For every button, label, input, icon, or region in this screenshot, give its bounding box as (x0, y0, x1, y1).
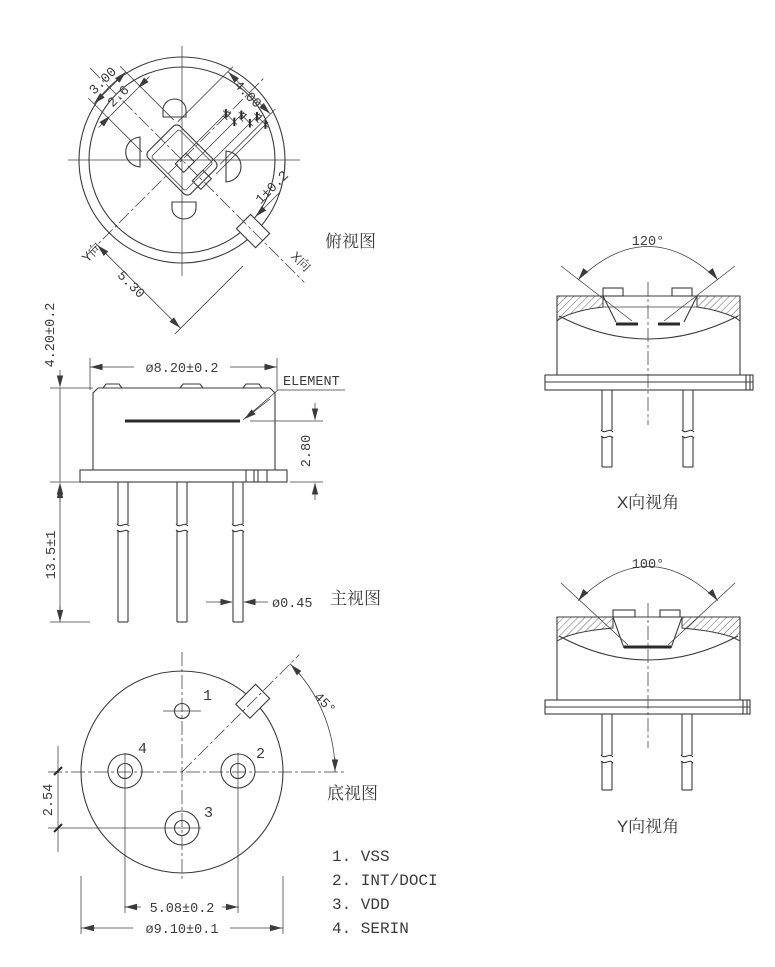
x-fov-view (545, 235, 753, 512)
bottom-view (42, 648, 378, 938)
front-view-top-tab-1 (103, 384, 122, 388)
pin-function-4: 4. SERIN (332, 920, 409, 938)
bottom-view-pin-1 (163, 688, 212, 719)
y-fov-angle: 100° (631, 558, 665, 573)
y-view-window-tab-2 (660, 610, 680, 617)
dim-element-3: 1 (250, 111, 266, 127)
x-view-window-tab-2 (672, 288, 692, 296)
top-view-pin-bump-bottom (172, 202, 196, 219)
dim-lead-length: 13.5±1 (45, 530, 60, 580)
pin-function-2: 2. INT/DOCI (332, 872, 438, 890)
pin-number-1: 1 (203, 688, 213, 705)
y-view-cap-wall-right (682, 617, 740, 641)
front-view-caption: 主视图 (330, 589, 381, 608)
dim-cap-diameter: ø8.20±0.2 (145, 362, 219, 377)
dim-top-width: 3.00 (87, 65, 121, 99)
pin-number-4: 4 (138, 741, 148, 758)
bottom-view-caption: 底视图 (327, 784, 378, 803)
dim-tab-angle: 45° (309, 690, 338, 719)
dim-tab-width: 1±0.2 (253, 168, 293, 209)
y-view-window-tab-1 (613, 610, 635, 617)
bottom-view-pin-4 (108, 741, 147, 788)
front-view-can-body (93, 388, 275, 470)
dim-element-depth: 2.80 (300, 434, 315, 468)
y-view-cap-wall-left (557, 617, 613, 641)
pin-function-list (332, 848, 438, 938)
front-view-top-tab-2 (180, 384, 203, 388)
dim-element-1: 1 (219, 108, 235, 124)
x-fov-caption: X向视角 (616, 493, 680, 512)
front-view-top-tab-3 (243, 384, 262, 388)
dim-lead-diameter: ø0.45 (272, 597, 313, 612)
pin-function-3: 3. VDD (332, 896, 390, 914)
pin-function-1: 1. VSS (332, 848, 390, 866)
element-leader-line (243, 390, 345, 420)
top-view-caption: 俯视图 (325, 232, 376, 251)
y-view-leads (601, 714, 693, 790)
dim-cap-height: 4.20±0.2 (44, 302, 59, 368)
bottom-view-pin-3 (163, 805, 213, 845)
dim-element-2: 1 (235, 109, 251, 126)
dim-top-inner-width: 2.6 (105, 83, 134, 112)
tab-angle-arc (290, 664, 335, 772)
dim-pin-pitch: 2.54 (42, 783, 57, 817)
dim-top-offset: 5.30 (113, 268, 147, 303)
front-view-leads (117, 482, 244, 622)
axis-y-label: Y向 (78, 239, 105, 266)
top-view-pin-bump-left (126, 137, 140, 167)
front-view (44, 303, 381, 622)
y-fov-caption: Y向视角 (616, 817, 680, 836)
top-view-pin-bump-top (163, 99, 186, 117)
dim-pin-span: 5.08±0.2 (149, 902, 215, 917)
x-view-cap-wall-left (557, 296, 603, 321)
x-view-lens-curve (559, 316, 738, 339)
pin-number-2: 2 (256, 746, 266, 763)
bottom-view-pin-2 (221, 746, 265, 788)
element-label: ELEMENT (283, 375, 340, 390)
dim-bottom-diameter: ø9.10±0.1 (145, 923, 219, 938)
dim-top-length: 4.00 (229, 78, 264, 113)
pin-number-3: 3 (204, 805, 214, 822)
x-view-leads (601, 390, 694, 467)
x-view-cap-wall-right (697, 296, 740, 321)
x-fov-angle: 120° (631, 235, 665, 250)
y-fov-view (545, 558, 750, 836)
x-fov-arc (578, 247, 718, 281)
x-view-window-tab-1 (603, 288, 623, 296)
front-view-flange (80, 470, 287, 482)
axis-x-label: X向 (288, 248, 314, 275)
